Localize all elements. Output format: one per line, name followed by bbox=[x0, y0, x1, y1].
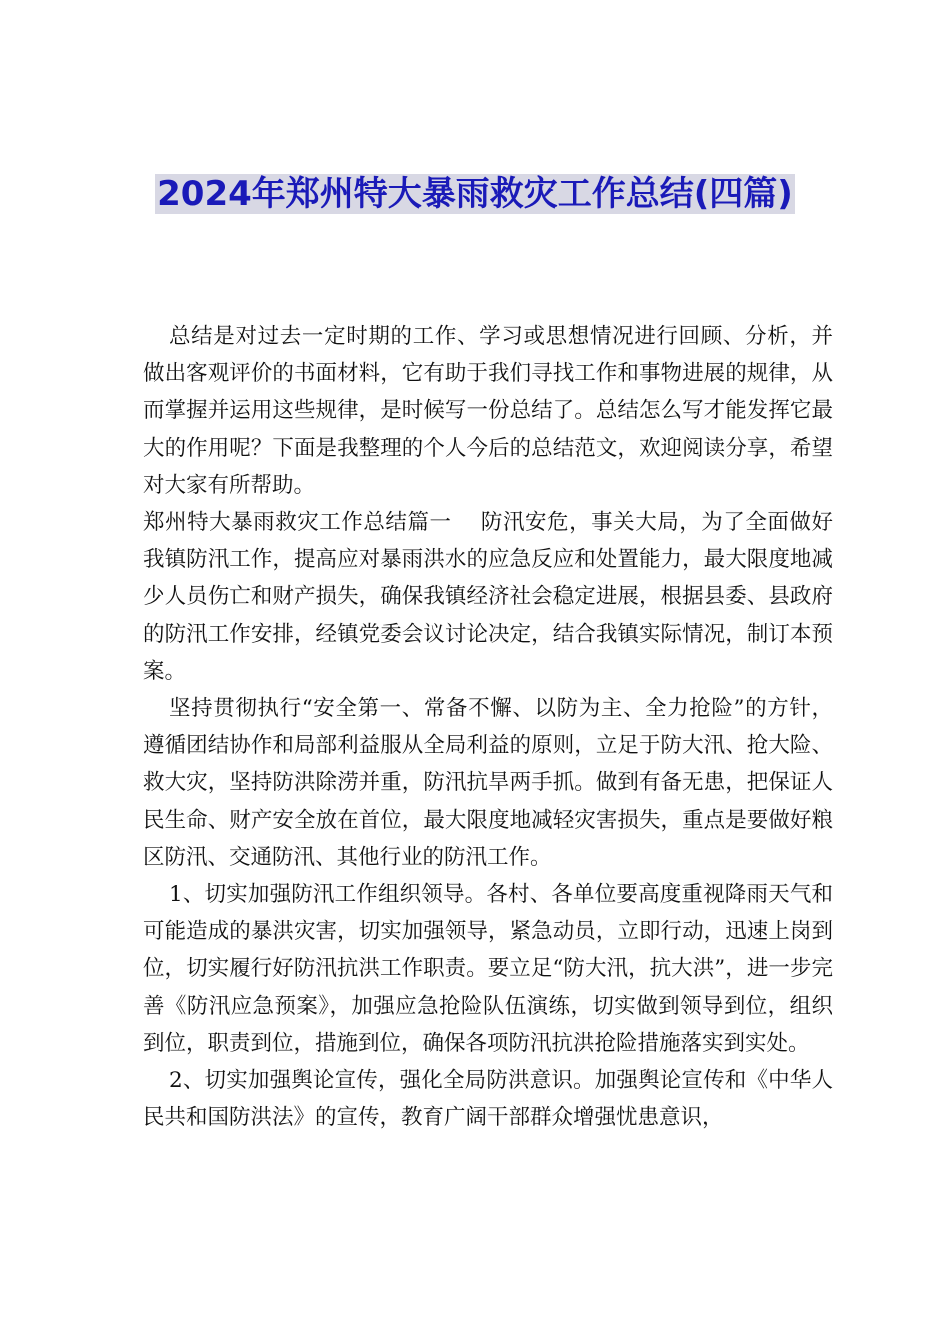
item-two-paragraph: 2、切实加强舆论宣传，强化全局防洪意识。加强舆论宣传和《中华人民共和国防洪法》的宣传，教育广阔干部群众增强忧患意识， bbox=[143, 1068, 833, 1131]
document-title bbox=[140, 168, 810, 220]
document-body bbox=[143, 318, 833, 1136]
document-title-text: 2024年郑州特大暴雨救灾工作总结(四篇) bbox=[157, 174, 793, 214]
section-one-paragraph: 郑州特大暴雨救灾工作总结篇一 防汛安危，事关大局，为了全面做好我镇防汛工作，提高应对暴雨洪水的应急反应和处置能力，最大限度地减少人员伤亡和财产损失，确保我镇经济社会稳定进展，根据县委、县政府的防汛工作安排，经镇党委会议讨论决定，结合我镇实际情况，制订本预案。 bbox=[143, 510, 833, 684]
intro-paragraph: 总结是对过去一定时期的工作、学习或思想情况进行回顾、分析，并做出客观评价的书面材料，它有助于我们寻找工作和事物进展的规律，从而掌握并运用这些规律，是时候写一份总结了。总结怎么写才能发挥它最大的作用呢？下面是我整理的个人今后的总结范文，欢迎阅读分享，希望对大家有所帮助。 bbox=[143, 324, 833, 498]
item-one-paragraph: 1、切实加强防汛工作组织领导。各村、各单位要高度重视降雨天气和可能造成的暴洪灾害，切实加强领导，紧急动员，立即行动，迅速上岗到位，切实履行好防汛抗洪工作职责。要立足“防大汛，抗大洪”，进一步完善《防汛应急预案》，加强应急抢险队伍演练，切实做到领导到位，组织到位，职责到位，措施到位，确保各项防汛抗洪抢险措施落实到实处。 bbox=[143, 882, 833, 1056]
principle-paragraph: 坚持贯彻执行“安全第一、常备不懈、以防为主、全力抢险”的方针，遵循团结协作和局部利益服从全局利益的原则，立足于防大汛、抢大险、救大灾，坚持防洪除涝并重，防汛抗旱两手抓。做到有备无患，把保证人民生命、财产安全放在首位，最大限度地减轻灾害损失，重点是要做好粮区防汛、交通防汛、其他行业的防汛工作。 bbox=[143, 696, 833, 870]
